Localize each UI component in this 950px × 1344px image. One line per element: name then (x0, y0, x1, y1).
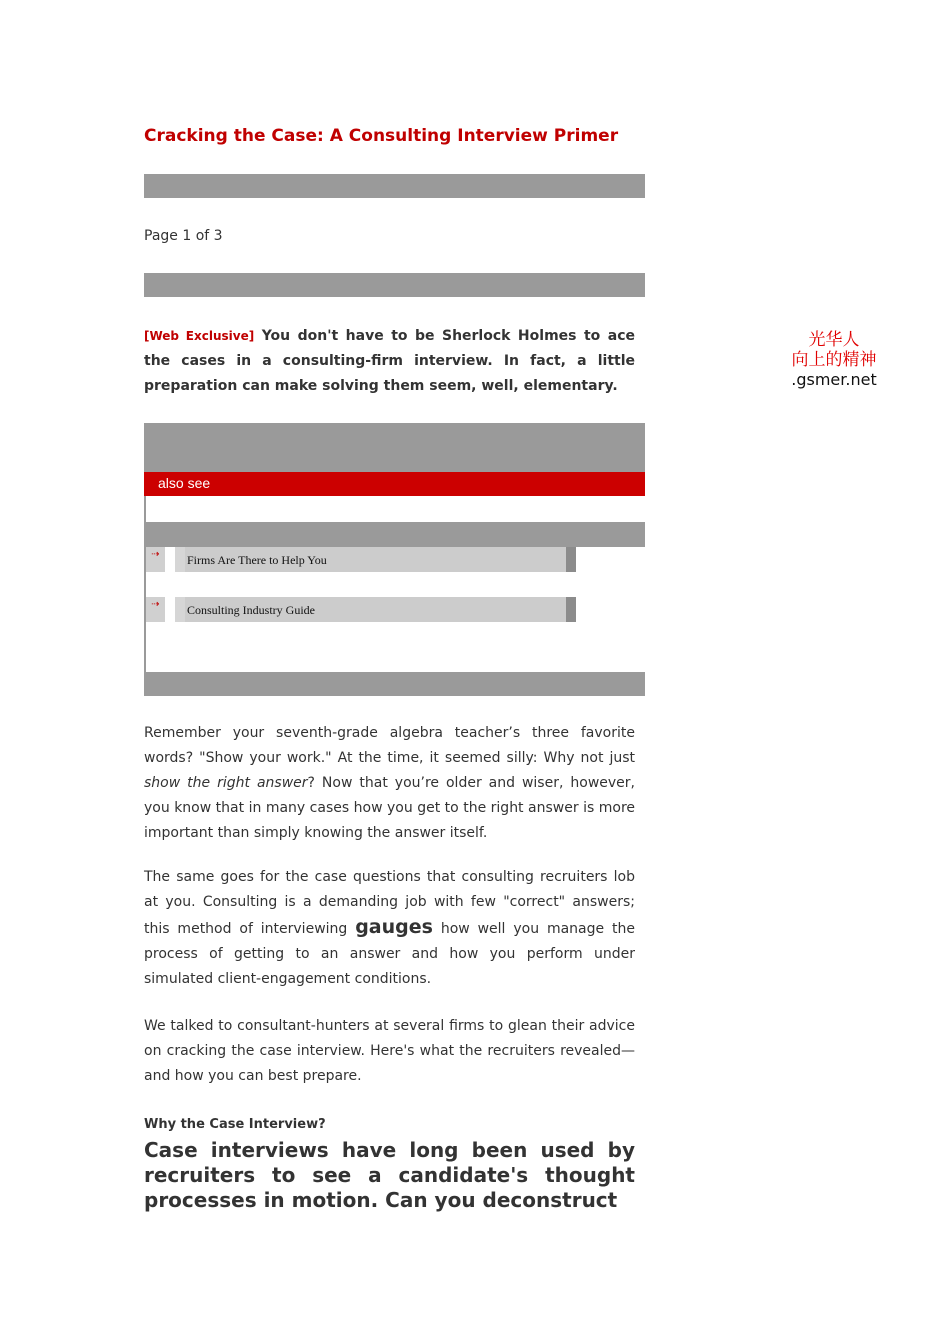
paragraph-text: The same goes for the case questions that consulting recruiters lob at you. Consulting is a demanding job with few "correct" answers; this method of interviewing (144, 869, 635, 937)
intro-text: You don't have to be Sherlock Holmes to ace the cases in a consulting-firm interview. In fact, a little preparation can make solving them seem, well, elementary. (144, 328, 635, 394)
paragraph-text: ? Now that you’re older and wiser, however, you know that in many cases how you get to the right answer is more important than simply knowing the answer itself. (144, 775, 635, 841)
link-cell-end (566, 597, 576, 622)
divider-bar (144, 273, 645, 297)
body-paragraph-3: We talked to consultant-hunters at several firms to glean their advice on cracking the case interview. Here's what the recruiters revealed—and how you can best prepare. (144, 1018, 635, 1084)
watermark-line-2: 向上的精神 (791, 350, 877, 370)
also-see-link-row[interactable] (144, 547, 645, 572)
paragraph-text: how well you manage the process of getting to an answer and how you perform under simulated client-engagement conditions. (144, 921, 635, 987)
web-exclusive-tag: [Web Exclusive] (144, 329, 255, 343)
arrow-right-icon: ⇢ (146, 597, 165, 622)
also-see-top-bar (144, 447, 645, 472)
body-paragraph-1 (144, 721, 635, 846)
watermark-url: .gsmer.net (791, 370, 877, 389)
divider-bar (144, 174, 645, 198)
body-paragraph-2 (144, 865, 635, 992)
section-lead: Case interviews have long been used by recruiters to see a candidate's thought processes in motion. Can you deconstruct (144, 1138, 635, 1212)
also-see-link[interactable] (175, 547, 566, 572)
also-see-separator (144, 522, 645, 547)
also-see-box (144, 423, 645, 696)
also-see-header (144, 472, 645, 496)
arrow-right-icon: ⇢ (146, 547, 165, 572)
also-see-link-label[interactable]: Consulting Industry Guide (187, 603, 315, 617)
emphasis-text: show the right answer (144, 775, 308, 791)
article-title: Cracking the Case: A Consulting Interview Primer (144, 126, 619, 146)
also-see-link-row[interactable] (144, 597, 645, 622)
section-heading: Why the Case Interview? (144, 1117, 326, 1132)
link-cell-end (566, 547, 576, 572)
also-see-top-bar (144, 423, 645, 447)
link-cell-edge (175, 547, 185, 572)
article-intro (144, 324, 635, 399)
also-see-link-label[interactable]: Firms Are There to Help You (187, 553, 327, 567)
watermark-line-1: 光华人 (808, 330, 860, 350)
also-see-link[interactable] (175, 597, 566, 622)
also-see-heading: also see (158, 475, 211, 491)
page-indicator: Page 1 of 3 (144, 228, 223, 244)
watermark (770, 330, 898, 390)
also-see-bottom-bar (144, 672, 645, 696)
paragraph-text: Remember your seventh-grade algebra teacher’s three favorite words? "Show your work." At the time, it seemed silly: Why not just (144, 725, 635, 766)
link-cell-edge (175, 597, 185, 622)
keyword-text: gauges (355, 916, 433, 938)
